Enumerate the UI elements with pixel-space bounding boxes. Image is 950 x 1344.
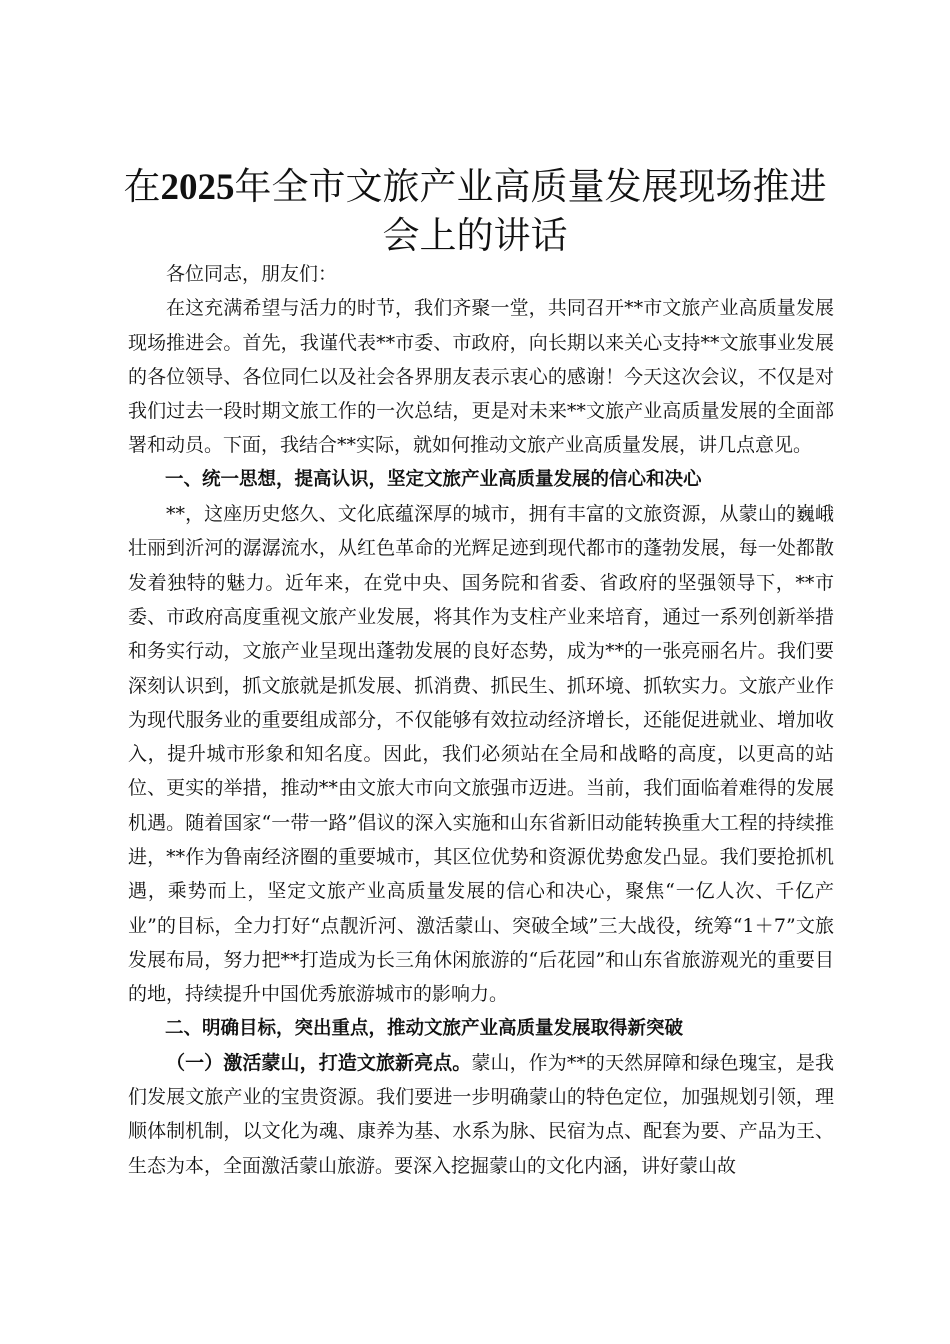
title-year: 2025: [160, 167, 235, 208]
sub-1-lead: （一）激活蒙山，打造文旅新亮点。: [166, 1051, 472, 1074]
document-body: [128, 257, 834, 1183]
title-prefix: 在: [123, 165, 161, 208]
greeting: 各位同志，朋友们：: [166, 263, 338, 285]
sub-1-text: 蒙山，作为**的天然屏障和绿色瑰宝，是我们发展文旅产业的宝贵资源。我们要进一步明确蒙山的特色定位，加强规划引领，理顺体制机制，以文化为魂、康养为基、水系为脉、民宿为点、配套为要、产品为王、生态为本，全面激活蒙山旅游。要深入挖掘蒙山的文化内涵，讲好蒙山故: [128, 1051, 834, 1177]
intro-paragraph: 在这充满希望与活力的时节，我们齐聚一堂，共同召开**市文旅产业高质量发展现场推进会。首先，我谨代表**市委、市政府，向长期以来关心支持**文旅事业发展的各位领导、各位同仁以及社会各界朋友表示衷心的感谢！今天这次会议，不仅是对我们过去一段时期文旅工作的一次总结，更是对未来**文旅产业高质量发展的全面部署和动员。下面，我结合**实际，就如何推动文旅产业高质量发展，讲几点意见。: [128, 297, 834, 457]
section-1-heading: 一、统一思想，提高认识，坚定文旅产业高质量发展的信心和决心: [165, 468, 702, 490]
section-2-heading: 二、明确目标，突出重点，推动文旅产业高质量发展取得新突破: [165, 1017, 684, 1039]
section-1-paragraph: **，这座历史悠久、文化底蕴深厚的城市，拥有丰富的文旅资源，从蒙山的巍峨壮丽到沂河的潺潺流水，从红色革命的光辉足迹到现代都市的蓬勃发展，每一处都散发着独特的魅力。近年来，在党中央、国务院和省委、省政府的坚强领导下，**市委、市政府高度重视文旅产业发展，将其作为支柱产业来培育，通过一系列创新举措和务实行动，文旅产业呈现出蓬勃发展的良好态势，成为**的一张亮丽名片。我们要深刻认识到，抓文旅就是抓发展、抓消费、抓民生、抓环境、抓软实力。文旅产业作为现代服务业的重要组成部分，不仅能够有效拉动经济增长，还能促进就业、增加收入，提升城市形象和知名度。因此，我们必须站在全局和战略的高度，以更高的站位、更实的举措，推动**由文旅大市向文旅强市迈进。当前，我们面临着难得的发展机遇。随着国家“一带一路”倡议的深入实施和山东省新旧动能转换重大工程的持续推进，**作为鲁南经济圈的重要城市，其区位优势和资源优势愈发凸显。我们要抢抓机遇，乘势而上，坚定文旅产业高质量发展的信心和决心，聚焦“一亿人次、千亿产业”的目标，全力打好“点靓沂河、激活蒙山、突破全域”三大战役，统筹“1＋7”文旅发展布局，努力把**打造成为长三角休闲旅游的“后花园”和山东省旅游观光的重要目的地，持续提升中国优秀旅游城市的影响力。: [128, 503, 834, 1006]
title-suffix: 年全市文旅产业高质量发展现场推进会上的讲话: [234, 165, 827, 257]
section-2-sub-1-paragraph: [128, 1046, 834, 1183]
document-title: [118, 163, 832, 260]
